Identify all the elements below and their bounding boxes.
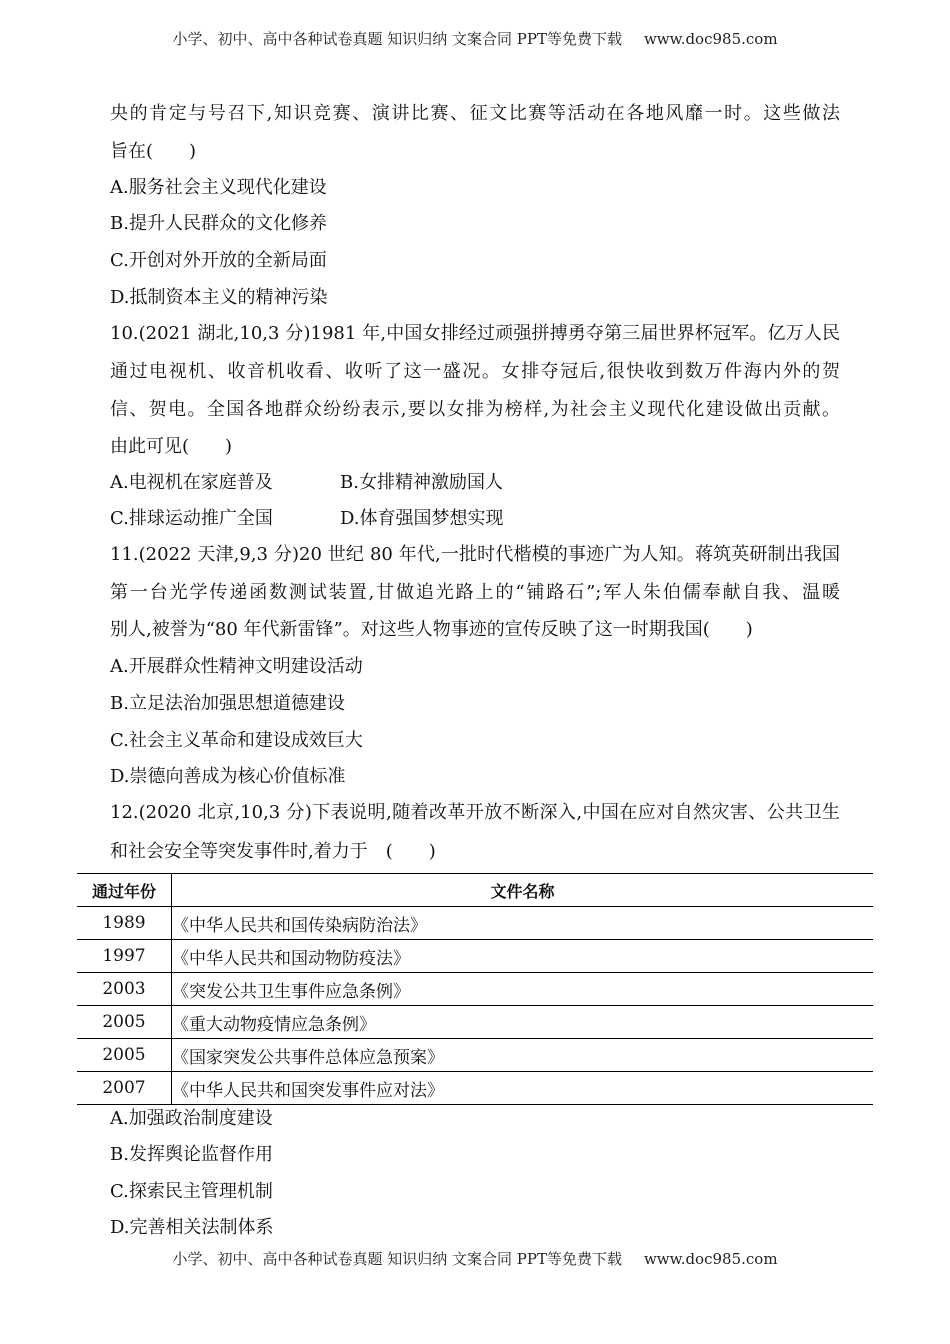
q11-option-d: D.崇德向善成为核心价值标准: [110, 766, 346, 787]
q12-stem-line-2: 和社会安全等突发事件时,着力于 ( ): [110, 841, 436, 862]
q9-option-d: D.抵制资本主义的精神污染: [110, 287, 328, 308]
row-year: 2003: [77, 973, 172, 1006]
q11-stem-line-1: 11.(2022 天津,9,3 分)20 世纪 80 年代,一批时代楷模的事迹广为人知。蒋筑英研制出我国: [110, 544, 840, 565]
q10-stem-line-2: 通过电视机、收音机收看、收听了这一盛况。女排夺冠后,很快收到数万件海内外的贺: [110, 361, 840, 382]
law-table: [77, 873, 873, 1105]
q10-option-d: D.体育强国梦想实现: [340, 508, 504, 529]
footer-site-link[interactable]: www.doc985.com: [643, 1250, 778, 1268]
q12-stem-line-1: 12.(2020 北京,10,3 分)下表说明,随着改革开放不断深入,中国在应对自然灾害、公共卫生: [110, 802, 840, 823]
table-row: [77, 940, 873, 973]
q10-option-b: B.女排精神激励国人: [340, 472, 503, 493]
q10-stem-line-1: 10.(2021 湖北,10,3 分)1981 年,中国女排经过顽强拼搏勇夺第三届世界杯冠军。亿万人民: [110, 323, 840, 344]
row-document: 《突发公共卫生事件应急条例》: [172, 973, 874, 1006]
row-year: 2005: [77, 1006, 172, 1039]
q9-stem-line-2: 旨在( ): [110, 141, 197, 162]
q12-option-d: D.完善相关法制体系: [110, 1217, 274, 1238]
q10-options-row-1: [110, 471, 273, 495]
q12-option-c: C.探索民主管理机制: [110, 1181, 273, 1202]
row-document: 《中华人民共和国传染病防治法》: [172, 907, 874, 940]
q12-option-a: A.加强政治制度建设: [110, 1108, 273, 1129]
q11-option-b: B.立足法治加强思想道德建设: [110, 693, 345, 714]
q10-stem-line-3: 信、贺电。全国各地群众纷纷表示,要以女排为榜样,为社会主义现代化建设做出贡献。: [110, 399, 840, 420]
row-year: 1989: [77, 907, 172, 940]
page-header: [0, 28, 950, 49]
row-year: 2007: [77, 1072, 172, 1105]
q9-option-a: A.服务社会主义现代化建设: [110, 177, 327, 198]
q12-option-b: B.发挥舆论监督作用: [110, 1144, 273, 1165]
row-year: 1997: [77, 940, 172, 973]
q10-option-a: A.电视机在家庭普及: [110, 472, 273, 493]
q11-option-c: C.社会主义革命和建设成效巨大: [110, 730, 363, 751]
table-header-row: [77, 874, 873, 907]
q11-stem-line-3: 别人,被誉为“80 年代新雷锋”。对这些人物事迹的宣传反映了这一时期我国( ): [110, 619, 753, 640]
table-row: [77, 1006, 873, 1039]
table-row: [77, 907, 873, 940]
page-footer: [0, 1248, 950, 1269]
row-document: 《中华人民共和国动物防疫法》: [172, 940, 874, 973]
row-document: 《重大动物疫情应急条例》: [172, 1006, 874, 1039]
header-text: 小学、初中、高中各种试卷真题 知识归纳 文案合同 PPT等免费下载: [172, 30, 622, 48]
q10-option-c: C.排球运动推广全国: [110, 508, 273, 529]
table-row: [77, 1039, 873, 1072]
footer-text: 小学、初中、高中各种试卷真题 知识归纳 文案合同 PPT等免费下载: [172, 1250, 622, 1268]
header-year: 通过年份: [77, 874, 172, 907]
q10-stem-line-4: 由此可见( ): [110, 436, 233, 457]
q11-option-a: A.开展群众性精神文明建设活动: [110, 656, 363, 677]
q9-stem-line-1: 央的肯定与号召下,知识竞赛、演讲比赛、征文比赛等活动在各地风靡一时。这些做法: [110, 103, 840, 124]
row-document: 《国家突发公共事件总体应急预案》: [172, 1039, 874, 1072]
header-document-name: 文件名称: [172, 874, 874, 907]
q9-option-c: C.开创对外开放的全新局面: [110, 250, 327, 271]
header-site-link[interactable]: www.doc985.com: [643, 30, 778, 48]
q9-option-b: B.提升人民群众的文化修养: [110, 213, 327, 234]
row-document: 《中华人民共和国突发事件应对法》: [172, 1072, 874, 1105]
q11-stem-line-2: 第一台光学传递函数测试装置,甘做追光路上的“铺路石”;军人朱伯儒奉献自我、温暖: [110, 582, 840, 603]
table-row: [77, 973, 873, 1006]
row-year: 2005: [77, 1039, 172, 1072]
table-row: [77, 1072, 873, 1105]
